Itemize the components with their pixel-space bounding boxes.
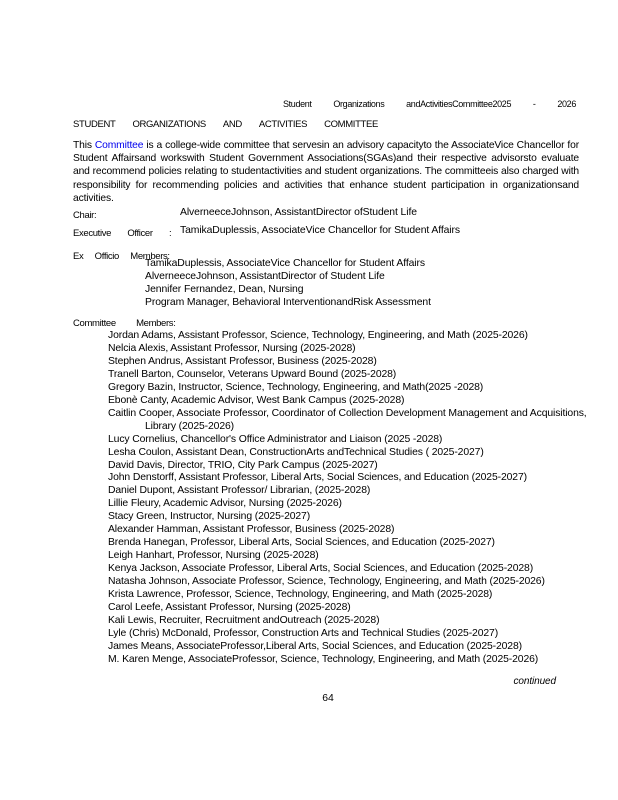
ex-officio-member: Program Manager, Behavioral InterventionandRisk Assessment xyxy=(145,296,431,308)
running-header xyxy=(283,99,576,109)
title-word: STUDENT xyxy=(73,119,116,130)
page-number: 64 xyxy=(322,693,334,704)
running-header-word: - xyxy=(532,99,536,109)
committee-member: Tranell Barton, Counselor, Veterans Upward Bound (2025-2028) xyxy=(108,368,397,380)
running-header-word: 2026 xyxy=(557,99,576,109)
committee-member: Leigh Hanhart, Professor, Nursing (2025-2028) xyxy=(108,550,319,562)
committee-member: Jordan Adams, Assistant Professor, Science, Technology, Engineering, and Math (2025-2026) xyxy=(108,330,528,341)
intro-text-after: is a college-wide committee that servesin an advisory capacityto the AssociateVice Chancellor for Student Affairsand workswith Student Government Associations(SGAs)and their respective advisorsto evaluate and recommend policies relating to studentactivities and student organizations. The committeeis also charged with responsibility for recommending policies and activities that enhance student participation in organizationsand activities. xyxy=(73,140,579,204)
continued-note: continued xyxy=(513,676,556,687)
committee-member: James Means, AssociateProfessor,Liberal Arts, Social Sciences, and Education (2025-2028) xyxy=(108,640,522,652)
title-word: AND xyxy=(222,119,242,130)
ex-officio-member: AlverneeceJohnson, AssistantDirector of Student Life xyxy=(145,270,385,282)
title-word: ACTIVITIES xyxy=(258,119,308,130)
chair-value: AlverneeceJohnson, AssistantDirector ofStudent Life xyxy=(180,207,417,218)
intro-paragraph xyxy=(73,139,579,205)
committee-member: M. Karen Menge, AssociateProfessor, Science, Technology, Engineering, and Math (2025-2026) xyxy=(108,653,539,665)
committee-member: Daniel Dupont, Assistant Professor/ Librarian, (2025-2028) xyxy=(108,485,371,497)
intro-text-before: This xyxy=(73,140,95,151)
running-header-word: andActivitiesCommittee2025 xyxy=(406,99,512,109)
committee-member: Lesha Coulon, Assistant Dean, ConstructionArts andTechnical Studies ( 2025-2027) xyxy=(108,446,484,458)
committee-member: Kali Lewis, Recruiter, Recruitment andOutreach (2025-2028) xyxy=(108,614,380,626)
committee-member: Carol Leefe, Assistant Professor, Nursing (2025-2028) xyxy=(108,602,351,614)
page-title xyxy=(73,119,378,130)
committee-member: Stacy Green, Instructor, Nursing (2025-2027) xyxy=(108,511,311,523)
committee-member: Lillie Fleury, Academic Advisor, Nursing (2025-2026) xyxy=(108,498,342,510)
committee-member: John Denstorff, Assistant Professor, Liberal Arts, Social Sciences, and Education (2025-2027) xyxy=(108,472,527,484)
committee-member: Krista Lawrence, Professor, Science, Technology, Engineering, and Math (2025-2028) xyxy=(108,589,493,601)
ex-officio-member: TamikaDuplessis, AssociateVice Chancellor for Student Affairs xyxy=(145,258,425,269)
committee-member: Gregory Bazin, Instructor, Science, Technology, Engineering, and Math(2025 -2028) xyxy=(108,381,484,393)
ex-officio-list xyxy=(145,258,431,310)
committee-link[interactable]: Committee xyxy=(94,140,144,151)
ex-officio-member: Jennifer Fernandez, Dean, Nursing xyxy=(145,283,304,295)
executive-officer-label: Executive Officer : xyxy=(73,228,172,239)
committee-member: Stephen Andrus, Assistant Professor, Business (2025-2028) xyxy=(108,355,377,367)
executive-officer-value: TamikaDuplessis, AssociateVice Chancellor for Student Affairs xyxy=(180,225,460,236)
running-header-word: Student xyxy=(283,99,312,109)
committee-member: Kenya Jackson, Associate Professor, Liberal Arts, Social Sciences, and Education (2025-2028) xyxy=(108,563,534,575)
committee-member: Ebonè Canty, Academic Advisor, West Bank Campus (2025-2028) xyxy=(108,394,405,406)
committee-member: Natasha Johnson, Associate Professor, Science, Technology, Engineering, and Math (2025-2026) xyxy=(108,576,545,588)
ex-officio-label: Ex Officio Members: xyxy=(73,251,170,262)
chair-label: Chair: xyxy=(73,210,97,221)
committee-member: Nelcia Alexis, Assistant Professor, Nursing (2025-2028) xyxy=(108,342,356,354)
committee-member: David Davis, Director, TRIO, City Park Campus (2025-2027) xyxy=(108,459,378,471)
committee-member: Lucy Cornelius, Chancellor's Office Administrator and Liaison (2025 -2028) xyxy=(108,433,443,445)
title-word: ORGANIZATIONS xyxy=(132,119,206,130)
committee-member: Alexander Hamman, Assistant Professor, Business (2025-2028) xyxy=(108,524,395,536)
committee-member: Caitlin Cooper, Associate Professor, Coordinator of Collection Development Management and Acquisitions, Library (2025-2026) xyxy=(108,407,587,432)
committee-members-list xyxy=(108,330,608,667)
committee-member: Brenda Hanegan, Professor, Liberal Arts, Social Sciences, and Education (2025-2027) xyxy=(108,537,495,549)
committee-member: Lyle (Chris) McDonald, Professor, Construction Arts and Technical Studies (2025-2027) xyxy=(108,627,499,639)
title-word: COMMITTEE xyxy=(324,119,378,130)
running-header-word: Organizations xyxy=(333,99,385,109)
committee-members-label: Committee Members: xyxy=(73,318,176,329)
